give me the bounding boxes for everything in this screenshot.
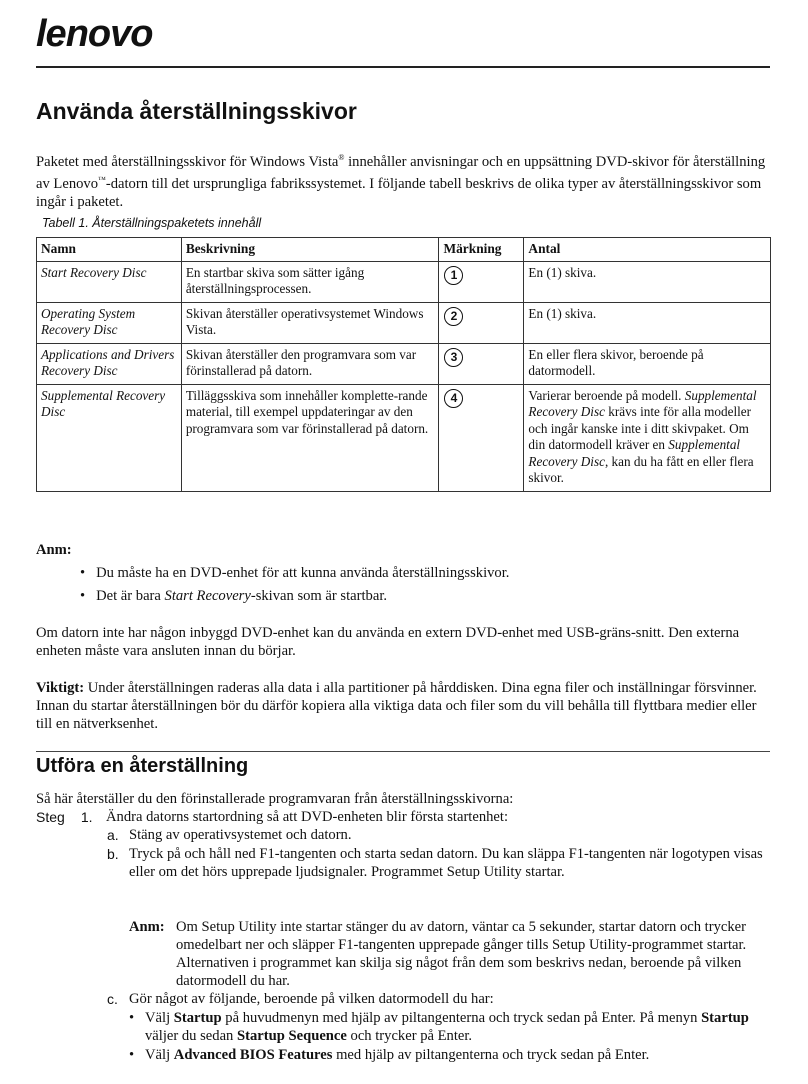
section-title-recovery-discs: Använda återställningsskivor <box>36 98 357 124</box>
disc-number-2-icon: 2 <box>444 307 463 326</box>
substep-note-text: Om Setup Utility inte startar stänger du av datorn, väntar ca 5 sekunder, startar datorn och trycker omedelbart ner och släpper F1-tangenten upprepade gånger tills Setup Utility-programmet startar. Alternativen i programmet kan skilja sig något från dem som beskrivs nedan, beroende på vilken datormodell du har. <box>176 919 747 989</box>
cell-description: Tilläggsskiva som innehåller komplette-rande material, till exempel uppdateringar av den programvara som var förinstallerad på datorn. <box>181 384 439 491</box>
substep-c-option-2: Välj Advanced BIOS Features med hjälp av piltangenterna och tryck sedan på Enter. <box>145 1047 650 1063</box>
substep-c-option-1: Välj Startup på huvudmenyn med hjälp av piltangenterna och tryck sedan på Enter. På menyn Startup väljer du sedan Startup Sequence och trycker på Enter. <box>145 1010 749 1044</box>
list-item: • Det är bara Start Recovery-skivan som är startbar. <box>80 588 388 604</box>
substep-a-label: a. <box>107 827 119 843</box>
cell-mark <box>439 302 524 343</box>
substep-b-text: Tryck på och håll ned F1-tangenten och starta sedan datorn. Du kan släppa F1-tangenten när logotypen visas eller om det hörs upprepade ljudsignaler. Programmet Setup Utility startar. <box>129 846 763 880</box>
step-label: Steg 1. <box>36 809 93 825</box>
cell-count: Varierar beroende på modell. Supplemental Recovery Disc krävs inte för alla modeller och ingår kanske inte i ditt skivpaket. Om din datormodell kräver en Supplemental Recovery Disc, kan du ha fått en eller flera skivor. <box>524 384 771 491</box>
table-row <box>37 384 771 491</box>
cell-description: Skivan återställer operativsystemet Windows Vista. <box>181 302 439 343</box>
substep-c-label: c. <box>107 991 118 1007</box>
cell-mark <box>439 384 524 491</box>
col-header-count: Antal <box>524 238 771 262</box>
disc-number-4-icon: 4 <box>444 389 463 408</box>
cell-name: Start Recovery Disc <box>37 261 182 302</box>
table-row <box>37 261 771 302</box>
section-divider <box>36 751 770 752</box>
table-header-row <box>37 238 771 262</box>
col-header-description: Beskrivning <box>181 238 439 262</box>
cell-mark <box>439 261 524 302</box>
list-item: • Du måste ha en DVD-enhet för att kunna använda återställningsskivor. <box>80 565 510 581</box>
table-row <box>37 343 771 384</box>
cell-name: Operating System Recovery Disc <box>37 302 182 343</box>
step-1-text: Ändra datorns startordning så att DVD-enheten blir första startenhet: <box>106 809 509 825</box>
intro-paragraph: Paketet med återställningsskivor för Windows Vista® innehåller anvisningar och en uppsättning DVD-skivor för återställning av Lenovo™-datorn till det ursprungliga fabrikssystemet. I följande tabell beskrivs de olika typer av återställningsskivor som ingår i paketet. <box>36 153 766 210</box>
table-row <box>37 302 771 343</box>
note-bullet-list <box>80 564 770 605</box>
section-title-perform-recovery: Utföra en återställning <box>36 755 249 777</box>
section2-intro: Så här återställer du den förinstallerade programvaran från återställningsskivorna: <box>36 791 514 807</box>
header-rule <box>36 66 770 68</box>
bullet-glyph: • <box>129 1047 135 1063</box>
cell-count: En eller flera skivor, beroende på datormodell. <box>524 343 771 384</box>
external-dvd-paragraph: Om datorn inte har någon inbyggd DVD-enhet kan du använda en extern DVD-enhet med USB-gräns-snitt. Den externa enheten måste vara ansluten innan du börjar. <box>36 625 740 659</box>
cell-count: En (1) skiva. <box>524 302 771 343</box>
cell-name: Applications and Drivers Recovery Disc <box>37 343 182 384</box>
substep-a-text: Stäng av operativsystemet och datorn. <box>129 827 352 843</box>
col-header-name: Namn <box>37 238 182 262</box>
disc-number-3-icon: 3 <box>444 348 463 367</box>
bullet-glyph: • <box>129 1010 135 1026</box>
col-header-mark: Märkning <box>439 238 524 262</box>
recovery-table <box>36 237 771 492</box>
cell-description: Skivan återställer den programvara som var förinstallerad på datorn. <box>181 343 439 384</box>
substep-note-label: Anm: <box>129 919 165 935</box>
table-caption: Tabell 1. Återställningspaketets innehåll <box>42 216 262 230</box>
lenovo-logo: lenovo <box>36 13 153 55</box>
cell-name: Supplemental Recovery Disc <box>37 384 182 491</box>
cell-mark <box>439 343 524 384</box>
substep-c-text: Gör något av följande, beroende på vilken datormodell du har: <box>129 991 494 1007</box>
disc-number-1-icon: 1 <box>444 266 463 285</box>
substep-b-label: b. <box>107 846 119 862</box>
note-label: Anm: <box>36 542 72 558</box>
cell-description: En startbar skiva som sätter igång återställningsprocessen. <box>181 261 439 302</box>
important-paragraph: Viktigt: Under återställningen raderas alla data i alla partitioner på hårddisken. Dina egna filer och inställningar försvinner. Innan du startar återställningen bör du därför kopiera alla viktiga data och filer som du vill behålla till flyttbara medier eller till en nätverksenhet. <box>36 680 757 732</box>
cell-count: En (1) skiva. <box>524 261 771 302</box>
